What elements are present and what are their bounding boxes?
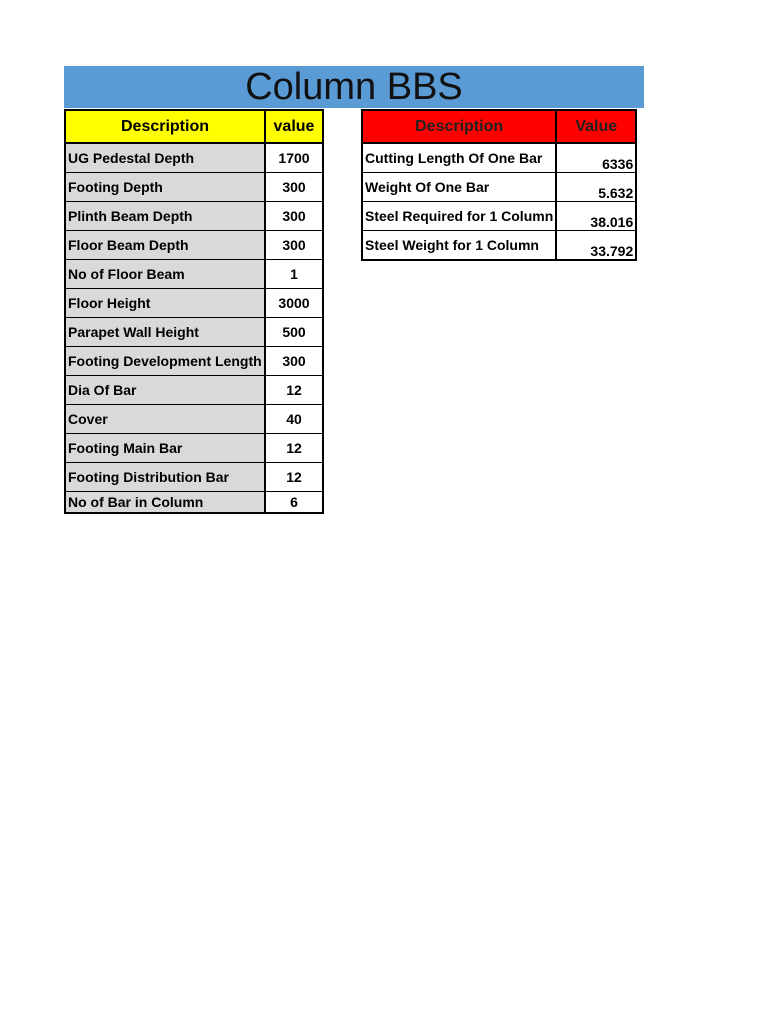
input-row	[65, 434, 323, 463]
value-cell[interactable]: 300	[265, 347, 323, 376]
label-cell[interactable]: Cutting Length Of One Bar	[362, 143, 556, 173]
label-cell[interactable]: Footing Distribution Bar	[65, 463, 265, 492]
value-cell[interactable]: 12	[265, 434, 323, 463]
results-description-header[interactable]: Description	[362, 110, 556, 143]
input-row	[65, 376, 323, 405]
value-cell[interactable]: 500	[265, 318, 323, 347]
result-row	[362, 231, 636, 261]
results-value-header[interactable]: Value	[556, 110, 636, 143]
result-row	[362, 173, 636, 202]
input-row	[65, 347, 323, 376]
label-cell[interactable]: Footing Development Length	[65, 347, 265, 376]
value-cell[interactable]: 12	[265, 463, 323, 492]
label-cell[interactable]: Floor Beam Depth	[65, 231, 265, 260]
results-header-row	[362, 110, 636, 143]
input-row	[65, 202, 323, 231]
input-row	[65, 260, 323, 289]
value-cell[interactable]: 12	[265, 376, 323, 405]
label-cell[interactable]: Weight Of One Bar	[362, 173, 556, 202]
input-row	[65, 318, 323, 347]
label-cell[interactable]: Steel Weight for 1 Column	[362, 231, 556, 261]
value-cell[interactable]: 6	[265, 492, 323, 514]
label-cell[interactable]: Parapet Wall Height	[65, 318, 265, 347]
value-cell[interactable]: 1700	[265, 143, 323, 173]
sheet-title: Column BBS	[64, 66, 644, 108]
label-cell[interactable]: Footing Depth	[65, 173, 265, 202]
input-value-header[interactable]: value	[265, 110, 323, 143]
value-cell[interactable]: 1	[265, 260, 323, 289]
input-row	[65, 492, 323, 514]
result-row	[362, 143, 636, 173]
value-cell[interactable]: 5.632	[556, 173, 636, 202]
value-cell[interactable]: 40	[265, 405, 323, 434]
value-cell[interactable]: 33.792	[556, 231, 636, 261]
label-cell[interactable]: No of Bar in Column	[65, 492, 265, 514]
results-table	[361, 109, 637, 261]
value-cell[interactable]: 300	[265, 202, 323, 231]
value-cell[interactable]: 38.016	[556, 202, 636, 231]
input-row	[65, 143, 323, 173]
input-row	[65, 173, 323, 202]
label-cell[interactable]: No of Floor Beam	[65, 260, 265, 289]
label-cell[interactable]: UG Pedestal Depth	[65, 143, 265, 173]
input-row	[65, 405, 323, 434]
input-description-header[interactable]: Description	[65, 110, 265, 143]
value-cell[interactable]: 3000	[265, 289, 323, 318]
label-cell[interactable]: Footing Main Bar	[65, 434, 265, 463]
label-cell[interactable]: Floor Height	[65, 289, 265, 318]
input-row	[65, 231, 323, 260]
label-cell[interactable]: Steel Required for 1 Column	[362, 202, 556, 231]
value-cell[interactable]: 300	[265, 173, 323, 202]
result-row	[362, 202, 636, 231]
input-header-row	[65, 110, 323, 143]
label-cell[interactable]: Dia Of Bar	[65, 376, 265, 405]
value-cell[interactable]: 6336	[556, 143, 636, 173]
input-row	[65, 289, 323, 318]
input-parameters-table	[64, 109, 324, 514]
value-cell[interactable]: 300	[265, 231, 323, 260]
label-cell[interactable]: Cover	[65, 405, 265, 434]
input-row	[65, 463, 323, 492]
label-cell[interactable]: Plinth Beam Depth	[65, 202, 265, 231]
